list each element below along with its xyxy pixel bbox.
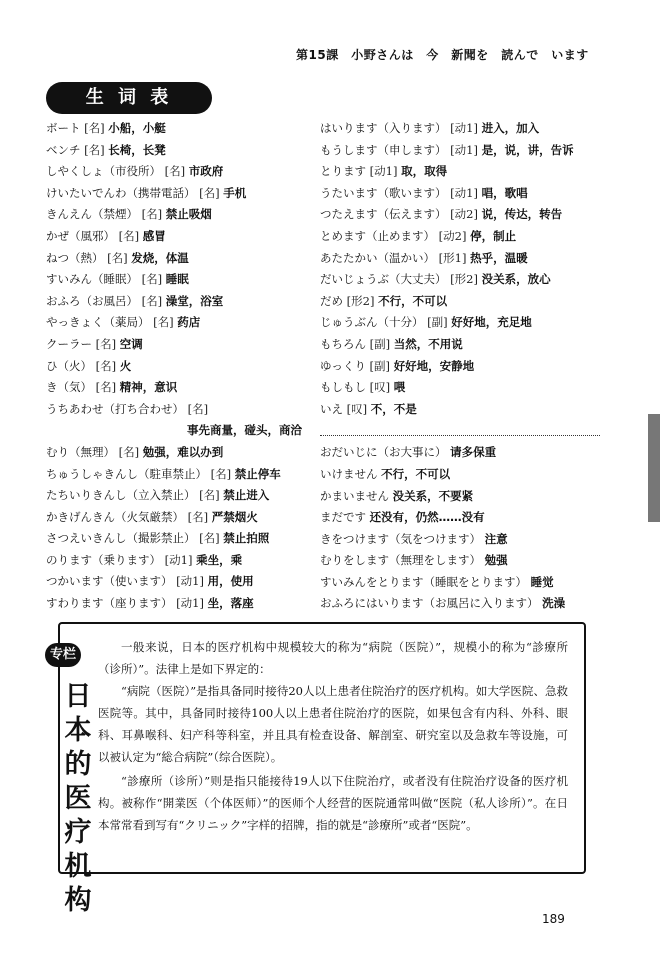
vocab-word: ねつ（熱） [46,250,104,265]
vocabulary-banner: 生 词 表 [46,82,212,114]
vocab-word: ちゅうしゃきんし（駐車禁止） [46,466,207,481]
vocab-meaning: 严禁烟火 [211,509,258,524]
vocab-entry [320,593,600,615]
vocab-word: とめます（止めます） [320,228,435,243]
vocab-pos: [名] [164,164,186,179]
vocab-pos: [叹] [346,401,368,416]
vocab-word: のります（乗ります） [46,552,161,567]
vocab-meaning: 澡堂，浴室 [165,293,224,308]
vocab-word: もうします（申します） [320,142,447,157]
vocab-entry [46,291,308,313]
vocab-meaning: 没关系，不要紧 [392,488,474,503]
vocab-word: かまいません [320,488,389,503]
vocab-entry [320,399,600,421]
vocab-word: じゅうぶん（十分） [320,315,424,330]
vocab-word: むり（無理） [46,444,115,459]
vocab-meaning: 空调 [119,336,143,351]
vocab-entry [320,377,600,399]
vocab-right-column [320,118,600,615]
vocab-word: かぜ（風邪） [46,228,115,243]
vocab-meaning: 是，说，讲，告诉 [481,142,574,157]
vocab-pos: [名] [199,531,220,546]
vocab-meaning: 不，不是 [370,401,417,416]
vocab-entry [320,356,600,378]
column-title [60,680,96,918]
vocab-pos: [名] [141,293,163,308]
vocab-left-column [46,118,308,615]
vocab-pos: [动1] [176,574,204,589]
vocab-pos: [叹] [369,380,391,395]
vocab-word: ひ（火） [46,358,92,373]
vocab-pos: [名] [141,272,163,287]
vocab-meaning: 注意 [484,531,508,546]
column-badge: 专栏 [45,643,81,667]
vocab-meaning: 洗澡 [542,596,566,611]
vocab-entry [46,248,308,270]
vocab-pos: [名] [210,466,232,481]
vocab-meaning: 睡觉 [530,574,554,589]
vocab-word: かきげんきん（火気厳禁） [46,509,184,524]
vocab-pos: [名] [107,250,128,265]
vocab-word: いけません [320,466,378,481]
dotted-divider [320,424,600,436]
vocab-meaning: 禁止吸烟 [165,207,212,222]
vocab-meaning: 勉强，难以办到 [142,444,224,459]
vocab-meaning: 乘坐，乘 [196,552,243,567]
vocab-word: ボート [46,121,81,135]
vocab-meaning: 取，取得 [401,164,448,179]
vocab-entry [320,140,600,162]
vocab-word: たちいりきんし（立入禁止） [46,488,196,503]
vocab-entry [320,486,600,508]
vocab-entry [320,161,600,183]
vocab-meaning: 好好地，充足地 [451,315,532,330]
vocab-entry [46,118,308,140]
vocab-word: さつえいきんし（撮影禁止） [46,531,196,546]
vocab-pos: [动2] [438,228,467,243]
vocab-pos: [动1] [164,552,193,567]
vocab-meaning: 睡眠 [165,272,189,287]
vocab-pos: [动2] [450,207,478,222]
column-title-char: 的 [64,749,92,780]
vocab-word: もちろん [320,336,366,351]
vocab-pos: [名] [95,380,117,395]
vocab-pos: [名] [84,142,105,157]
column-title-char: 医 [64,783,92,814]
column-title-char: 机 [64,851,92,882]
vocab-entry [46,528,308,550]
vocab-word: ベンチ [46,142,81,157]
chapter-tab [648,414,660,522]
vocab-entry [46,140,308,162]
page-header: 第15課 小野さんは 今 新聞を 読んで います [296,48,589,62]
vocab-word: おふろにはいります（お風呂に入ります） [320,596,539,611]
vocab-entry [320,464,600,486]
vocab-entry [46,507,308,529]
vocab-word: すいみんをとります（睡眠をとります） [320,574,527,589]
vocab-pos: [名] [199,185,220,200]
vocab-entry [320,312,600,334]
vocab-pos: [名] [153,315,174,330]
vocab-entry [320,529,600,551]
vocab-pos: [副] [369,336,391,351]
vocab-meaning: 唱，歌唱 [481,185,528,200]
vocab-pos: [名] [199,488,220,503]
vocab-entry [46,442,308,464]
vocab-entry [320,269,600,291]
vocab-word: クーラー [46,336,92,351]
vocab-word: とります [320,164,366,179]
vocab-entry [46,161,308,183]
vocab-entry [46,399,308,421]
vocab-entry [46,571,308,593]
vocab-meaning: 精神，意识 [119,380,178,395]
vocab-meaning: 禁止停车 [234,466,281,481]
vocab-entry [320,507,600,529]
vocab-entry [320,572,600,594]
vocab-word: おふろ（お風呂） [46,293,138,308]
vocab-entry [320,334,600,356]
vocab-word: つかいます（使います） [46,574,173,589]
vocab-entry [320,183,600,205]
vocab-word: もしもし [320,380,366,395]
vocab-meaning: 好好地，安静地 [393,358,475,373]
vocab-continuation: 事先商量，碰头，商洽 [187,423,302,438]
vocab-pos: [名] [141,207,163,222]
vocab-word: はいります（入ります） [320,121,447,135]
vocab-meaning: 火 [119,358,132,373]
vocab-meaning: 小船，小艇 [108,121,166,135]
vocab-meaning: 长椅，长凳 [108,142,166,157]
vocab-word: やっきょく（薬局） [46,315,150,330]
vocab-entry [46,593,308,615]
vocab-meaning: 药店 [177,315,201,330]
vocab-pos: [动1] [176,596,204,611]
vocab-entry [46,550,308,572]
vocab-meaning: 感冒 [142,228,166,243]
vocab-word: きをつけます（気をつけます） [320,531,481,546]
vocab-word: つたえます（伝えます） [320,207,447,222]
vocab-entry [320,248,600,270]
vocab-word: けいたいでんわ（携帯電話） [46,185,196,200]
vocab-pos: [副] [369,358,391,373]
vocab-meaning: 进入，加入 [481,121,540,135]
vocab-pos: [名] [187,509,209,524]
vocab-word: うちあわせ（打ち合わせ） [46,401,184,416]
vocab-meaning: 停，制止 [470,228,517,243]
vocab-pos: [动1] [450,142,478,157]
vocab-entry [46,356,308,378]
vocab-meaning: 禁止进入 [223,488,270,503]
vocab-entry [46,312,308,334]
vocab-pos: [名] [84,121,105,135]
vocab-meaning: 不行，不可以 [378,293,448,308]
vocab-entry [320,550,600,572]
vocab-word: うたいます（歌います） [320,185,447,200]
vocab-word: おだいじに（お大事に） [320,445,447,460]
vocab-word: すいみん（睡眠） [46,272,138,287]
vocab-meaning: 禁止拍照 [223,531,270,546]
vocab-entry [46,226,308,248]
vocab-meaning: 发烧，体温 [131,250,189,265]
vocab-meaning: 勉强 [484,553,508,568]
vocab-pos: [动1] [369,164,398,179]
vocab-entry [320,226,600,248]
vocab-entry [46,334,308,356]
vocab-pos: [形2] [346,293,375,308]
vocab-entry [320,118,600,140]
vocab-pos: [动1] [450,185,478,200]
vocab-word: むりをします（無理をします） [320,553,481,568]
vocab-entry [46,485,308,507]
vocab-entry [320,291,600,313]
column-title-char: 本 [64,715,92,746]
vocab-entry [46,377,308,399]
vocab-pos: [名] [187,401,209,416]
vocab-entry [46,204,308,226]
vocab-word: まだです [320,510,366,525]
column-title-char: 日 [64,681,92,712]
vocab-meaning: 坐，落座 [207,596,254,611]
vocab-meaning: 手机 [223,185,247,200]
vocab-entry [320,442,600,464]
vocab-word: いえ [320,401,343,416]
vocab-meaning: 用，使用 [207,574,254,589]
vocab-pos: [名] [95,336,117,351]
column-paragraph-1: 一般来说，日本的医疗机构中规模较大的称为“病院（医院）”，规模小的称为“診療所（诊所）”。法律上是如下界定的： [98,640,568,676]
vocab-word: しやくしょ（市役所） [46,164,161,179]
vocab-entry [46,464,308,486]
vocab-meaning: 请多保重 [450,445,497,460]
page-number: 189 [542,912,565,926]
vocab-meaning: 当然，不用说 [393,336,463,351]
vocab-entry [320,204,600,226]
vocab-word: すわります（座ります） [46,596,173,611]
vocab-word: きんえん（禁煙） [46,207,138,222]
vocab-word: き（気） [46,380,92,395]
vocab-entry [46,183,308,205]
vocab-pos: [名] [118,228,140,243]
vocab-meaning: 没关系，放心 [481,272,551,287]
column-paragraph-3: “診療所（诊所）”则是指只能接待19人以下住院治疗，或者没有住院治疗设备的医疗机构。被称作“開業医（个体医师）”的医师个人经营的医院通常叫做“医院（私人诊所）”。在日本常常看到写有“クリニック”字样的招牌，指的就是“診療所”或者“医院”。 [98,774,568,832]
vocab-entry [46,269,308,291]
vocab-meaning: 喂 [393,380,406,395]
vocab-pos: [名] [118,444,140,459]
vocab-word: だいじょうぶ（大丈夫） [320,272,447,287]
vocab-meaning: 还没有，仍然……没有 [369,510,485,525]
vocab-pos: [形1] [438,250,467,265]
vocab-pos: [名] [95,358,117,373]
vocab-pos: [形2] [450,272,478,287]
vocab-pos: [副] [427,315,448,330]
column-title-char: 疗 [64,817,92,848]
vocab-meaning: 市政府 [188,164,224,179]
vocab-meaning: 不行，不可以 [381,466,451,481]
vocab-pos: [动1] [450,121,478,135]
vocab-word: あたたかい（温かい） [320,250,435,265]
vocab-word: ゆっくり [320,358,366,373]
column-title-char: 构 [64,885,92,916]
vocab-meaning: 热乎，温暖 [470,250,528,265]
vocab-meaning: 说，传达，转告 [481,207,563,222]
column-paragraph-2: “病院（医院）”是指具备同时接待20人以上患者住院治疗的医疗机构。如大学医院、急救医院等。其中，具备同时接待100人以上患者住院治疗的医院，如果包含有内科、外科、眼科、耳鼻喉科、妇产科等科室，并且具有检查设备、解剖室、研究室以及急救车等设施，可以被认定为“総合病院”（综合医院）。 [98,684,568,764]
vocab-word: だめ [320,293,343,308]
